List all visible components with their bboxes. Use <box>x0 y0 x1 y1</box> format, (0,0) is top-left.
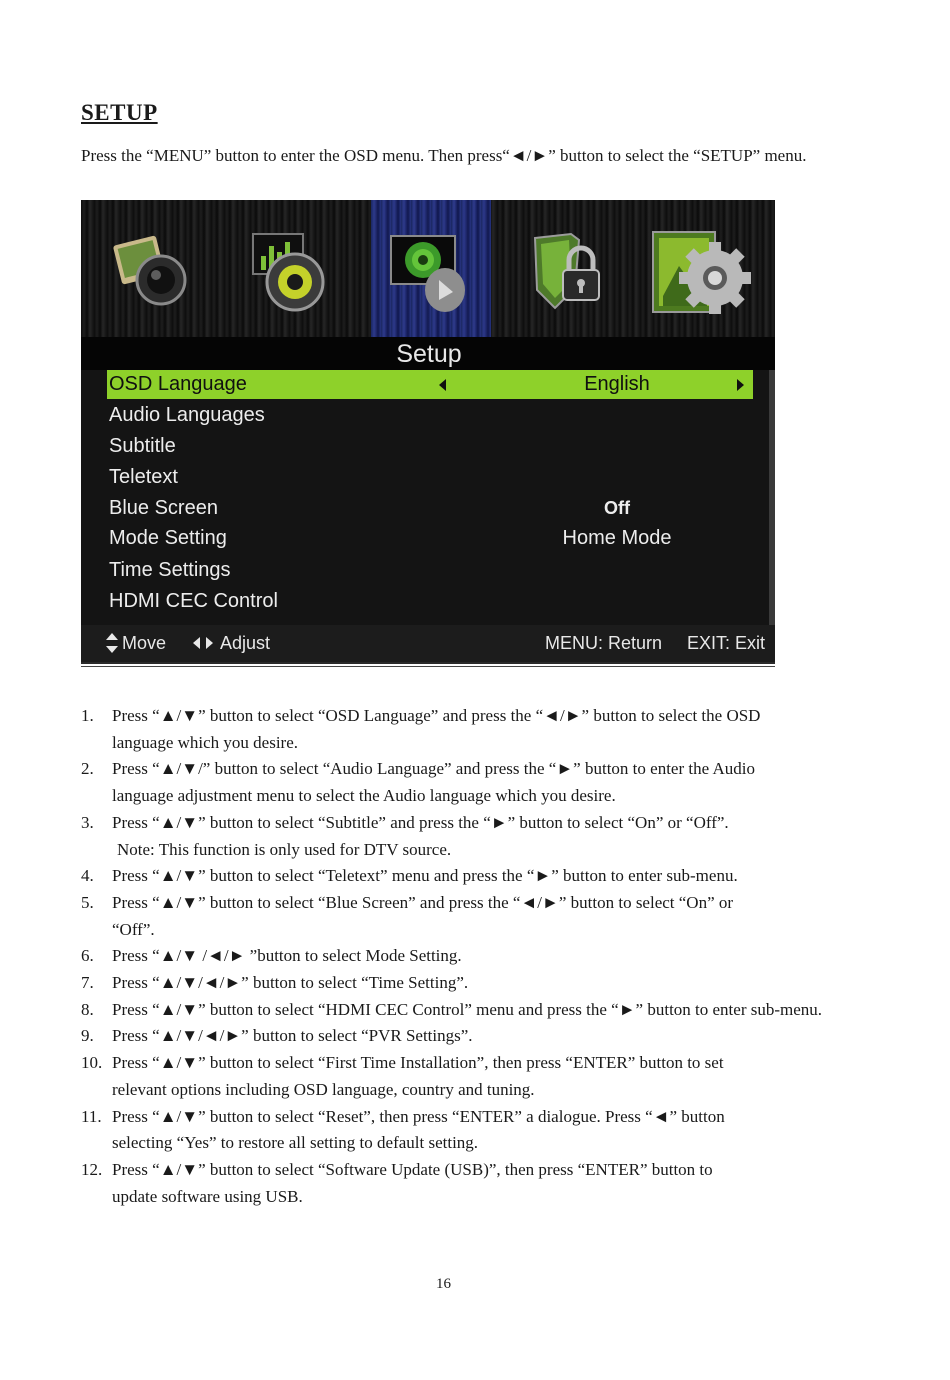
left-right-arrow-icon <box>193 637 213 649</box>
menu-item-label: HDMI CEC Control <box>109 590 278 612</box>
item-text: “Off”. <box>112 919 155 939</box>
scrollbar[interactable] <box>769 370 775 625</box>
item-text: Press “▲/▼ /◄/► ”button to select Mode Setting. <box>112 946 462 966</box>
menu-item-audio-languages[interactable] <box>107 401 753 430</box>
item-text: Press “▲/▼” button to select “HDMI CEC Control” menu and press the “►” button to enter sub-menu. <box>112 999 823 1019</box>
right-arrow-icon[interactable] <box>737 379 744 391</box>
left-arrow-icon[interactable] <box>439 379 446 391</box>
menu-item-hdmi-cec-control[interactable] <box>107 587 753 616</box>
item-number: 11. <box>81 1106 102 1126</box>
help-adjust: Adjust <box>220 633 271 653</box>
item-text: Press “▲/▼/◄/►” button to select “Time Setting”. <box>112 973 469 993</box>
item-text: selecting “Yes” to restore all setting to default setting. <box>112 1133 479 1153</box>
help-bar <box>81 625 775 662</box>
item-number: 9. <box>81 1026 94 1046</box>
item-text: language adjustment menu to select the Audio language which you desire. <box>112 786 616 806</box>
list-item <box>81 1104 881 1157</box>
menu-item-label: Subtitle <box>109 435 176 457</box>
list-item <box>81 1157 881 1210</box>
list-item <box>81 810 881 863</box>
page-number: 16 <box>436 1276 451 1292</box>
item-number: 10. <box>81 1053 103 1073</box>
item-text: Press “▲/▼” button to select “Teletext” menu and press the “►” button to enter sub-menu. <box>112 866 738 886</box>
item-text: update software using USB. <box>112 1186 303 1206</box>
help-move: Move <box>122 633 167 653</box>
list-item <box>81 970 881 997</box>
item-text: Press “▲/▼” button to select “OSD Language” and press the “◄/►” button to select the OSD <box>112 706 761 725</box>
menu-item-value: English <box>584 373 650 395</box>
picture-icon <box>111 230 195 314</box>
menu-item-blue-screen[interactable] <box>107 494 753 523</box>
channel-icon <box>387 230 471 314</box>
item-text: language which you desire. <box>112 732 298 752</box>
item-note: Note: This function is only used for DTV source. <box>117 839 452 859</box>
item-number: 4. <box>81 866 94 886</box>
item-number: 3. <box>81 812 94 832</box>
menu-title: Setup <box>396 340 462 368</box>
intro-paragraph: Press the “MENU” button to enter the OSD menu. Then press“◄/►” button to select the “SETUP” menu. <box>81 146 807 165</box>
list-item <box>81 703 881 756</box>
menu-item-label: Audio Languages <box>109 404 265 426</box>
osd-screenshot <box>81 200 775 662</box>
item-text: relevant options including OSD language, country and tuning. <box>112 1079 535 1099</box>
item-number: 7. <box>81 973 94 993</box>
menu-item-value: Off <box>604 498 630 518</box>
item-number: 2. <box>81 759 94 779</box>
help-menu-return: MENU: Return <box>545 633 663 653</box>
list-item <box>81 756 881 809</box>
list-item <box>81 890 881 943</box>
menu-item-teletext[interactable] <box>107 463 753 492</box>
section-heading: SETUP <box>81 100 158 125</box>
menu-item-label: Mode Setting <box>109 527 227 549</box>
sound-icon <box>249 230 333 314</box>
menu-item-time-settings[interactable] <box>107 556 753 585</box>
menu-item-osd-language[interactable] <box>107 370 753 399</box>
item-number: 8. <box>81 999 94 1019</box>
menu-item-label: Blue Screen <box>109 497 218 519</box>
help-exit: EXIT: Exit <box>687 633 766 653</box>
osd-icon-band <box>81 200 775 337</box>
item-number: 12. <box>81 1159 103 1179</box>
item-text: Press “▲/▼” button to select “Subtitle” and press the “►” button to select “On” or “Off”. <box>112 812 729 832</box>
item-number: 1. <box>81 706 94 725</box>
menu-item-mode-setting[interactable] <box>107 524 753 553</box>
lock-icon <box>525 230 609 314</box>
menu-item-subtitle[interactable] <box>107 432 753 461</box>
list-item <box>81 1050 881 1103</box>
menu-item-label: Time Settings <box>109 559 231 581</box>
item-text: Press “▲/▼” button to select “Software Update (USB)”, then press “ENTER” button to <box>112 1159 713 1179</box>
list-item <box>81 943 881 970</box>
menu-item-label: OSD Language <box>109 373 247 395</box>
list-item <box>81 997 881 1024</box>
menu-item-label: Teletext <box>109 466 178 488</box>
item-text: Press “▲/▼” button to select “Reset”, then press “ENTER” a dialogue. Press “◄” button <box>112 1106 725 1126</box>
item-number: 6. <box>81 946 94 966</box>
item-text: Press “▲/▼” button to select “First Time Installation”, then press “ENTER” button to set <box>112 1053 724 1073</box>
list-item <box>81 1023 881 1050</box>
screenshot-underline <box>81 662 775 667</box>
list-item <box>81 863 881 890</box>
item-text: Press “▲/▼/◄/►” button to select “PVR Settings”. <box>112 1026 473 1046</box>
item-text: Press “▲/▼/” button to select “Audio Language” and press the “►” button to enter the Audio <box>112 759 755 779</box>
instruction-list <box>81 703 881 1210</box>
setup-gear-icon <box>649 226 755 326</box>
item-text: Press “▲/▼” button to select “Blue Screen” and press the “◄/►” button to select “On” or <box>112 892 734 912</box>
item-number: 5. <box>81 892 94 912</box>
menu-item-value: Home Mode <box>562 527 672 549</box>
up-down-arrow-icon <box>106 633 118 653</box>
